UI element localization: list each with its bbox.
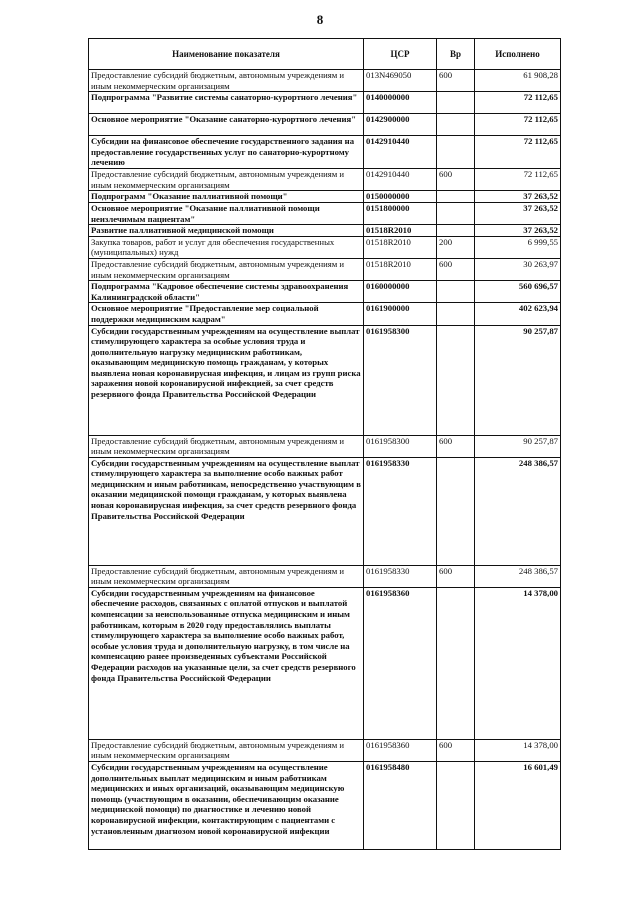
page-number: 8 xyxy=(316,12,324,27)
row-name-cell: Предоставление субсидий бюджетным, автономным учреждениям и иным некоммерческим организациям xyxy=(89,70,364,92)
row-name-cell: Основное мероприятие "Оказание паллиативной помощи неизлечимым пациентам" xyxy=(89,202,364,224)
row-name-cell: Предоставление субсидий бюджетным, автономным учреждениям и иным некоммерческим организациям xyxy=(89,565,364,587)
table-row xyxy=(89,114,561,136)
row-vr-cell xyxy=(437,92,475,114)
row-amount-cell: 248 386,57 xyxy=(475,565,561,587)
row-name-cell: Основное мероприятие "Предоставление мер социальной поддержки медицинским кадрам" xyxy=(89,303,364,325)
table-row xyxy=(89,303,561,325)
row-amount-cell: 560 696,57 xyxy=(475,281,561,303)
row-csr-cell: 0150000000 xyxy=(364,191,437,203)
row-vr-cell xyxy=(437,325,475,435)
row-csr-cell: 0161958480 xyxy=(364,762,437,850)
table-row xyxy=(89,739,561,761)
row-csr-cell: 0161958330 xyxy=(364,565,437,587)
row-vr-cell xyxy=(437,191,475,203)
header-amount: Исполнено xyxy=(475,39,561,70)
row-name-cell: Предоставление субсидий бюджетным, автономным учреждениям и иным некоммерческим организациям xyxy=(89,435,364,457)
row-amount-cell: 6 999,55 xyxy=(475,236,561,258)
row-csr-cell: 01518R2010 xyxy=(364,258,437,280)
table-row xyxy=(89,281,561,303)
row-csr-cell: 0161900000 xyxy=(364,303,437,325)
row-vr-cell xyxy=(437,114,475,136)
row-vr-cell: 600 xyxy=(437,739,475,761)
row-vr-cell: 200 xyxy=(437,236,475,258)
row-name-cell: Подпрограмма "Развитие системы санаторно-курортного лечения" xyxy=(89,92,364,114)
row-name-cell: Субсидии государственным учреждениям на осуществление дополнительных выплат медицинским и иным работникам медицинских и иных организаций, оказывающим медицинскую помощь (участвующим в оказании, обеспечивающим оказание медицинской помощи) по диагностике и лечению новой коронавирусной инфекции, контактирующим с пациентами с установленным диагнозом новой коронавирусной инфекции xyxy=(89,762,364,850)
row-vr-cell xyxy=(437,202,475,224)
row-amount-cell: 37 263,52 xyxy=(475,225,561,237)
row-name-cell: Подпрограмма "Кадровое обеспечение системы здравоохранения Калининградской области" xyxy=(89,281,364,303)
row-vr-cell xyxy=(437,303,475,325)
row-name-cell: Субсидии государственным учреждениям на осуществление выплат стимулирующего характера за особые условия труда и дополнительную нагрузку медицинским работникам, оказывающим медицинскую помощь гражданам, у которых выявлена новая коронавирусная инфекция, и лицам из групп риска заражения новой коронавирусной инфекцией, за счет средств резервного фонда Правительства Российской Федерации xyxy=(89,325,364,435)
row-amount-cell: 72 112,65 xyxy=(475,114,561,136)
row-vr-cell xyxy=(437,136,475,169)
header-vr: Вр xyxy=(437,39,475,70)
row-csr-cell: 0161958360 xyxy=(364,587,437,739)
row-amount-cell: 61 908,28 xyxy=(475,70,561,92)
row-csr-cell: 0161958360 xyxy=(364,739,437,761)
header-name: Наименование показателя xyxy=(89,39,364,70)
budget-execution-table xyxy=(88,38,561,850)
row-csr-cell: 0140000000 xyxy=(364,92,437,114)
row-name-cell: Субсидии государственным учреждениям на финансовое обеспечение расходов, связанных с оплатой отпусков и выплатой компенсации за неиспользованные отпуска медицинским и иным работникам, которым в 2020 году предоставлялись выплаты стимулирующего характера за выполнение особо важных работ, особые условия труда и дополнительную нагрузку, в том числе на компенсацию ранее произведенных субъектами Российской Федерации расходов на указанные цели, за счет средств резервного фонда Правительства Российской Федерации xyxy=(89,587,364,739)
row-csr-cell: 0142900000 xyxy=(364,114,437,136)
row-vr-cell xyxy=(437,762,475,850)
row-csr-cell: 0151800000 xyxy=(364,202,437,224)
row-csr-cell: 0142910440 xyxy=(364,136,437,169)
row-amount-cell: 72 112,65 xyxy=(475,169,561,191)
row-csr-cell: 01518R2010 xyxy=(364,236,437,258)
row-amount-cell: 402 623,94 xyxy=(475,303,561,325)
row-amount-cell: 90 257,87 xyxy=(475,325,561,435)
row-name-cell: Предоставление субсидий бюджетным, автономным учреждениям и иным некоммерческим организациям xyxy=(89,739,364,761)
row-vr-cell: 600 xyxy=(437,70,475,92)
header-csr: ЦСР xyxy=(364,39,437,70)
table-row xyxy=(89,587,561,739)
row-amount-cell: 14 378,00 xyxy=(475,739,561,761)
table-row xyxy=(89,202,561,224)
row-amount-cell: 90 257,87 xyxy=(475,435,561,457)
table-row xyxy=(89,136,561,169)
table-row xyxy=(89,565,561,587)
row-csr-cell: 0161958330 xyxy=(364,457,437,565)
row-csr-cell: 0142910440 xyxy=(364,169,437,191)
row-vr-cell xyxy=(437,457,475,565)
row-name-cell: Основное мероприятие "Оказание санаторно-курортного лечения" xyxy=(89,114,364,136)
row-vr-cell xyxy=(437,281,475,303)
row-csr-cell: 0160000000 xyxy=(364,281,437,303)
row-name-cell: Субсидии государственным учреждениям на осуществление выплат стимулирующего характера за выполнение особо важных работ медицинским и иным работникам, непосредственно участвующим в оказании медицинской помощи гражданам, у которых выявлена новая коронавирусная инфекция, за счет средств резервного фонда Правительства Российской Федерации xyxy=(89,457,364,565)
row-amount-cell: 16 601,49 xyxy=(475,762,561,850)
table-row xyxy=(89,762,561,850)
row-vr-cell: 600 xyxy=(437,435,475,457)
row-csr-cell: 0161958300 xyxy=(364,325,437,435)
table-row xyxy=(89,169,561,191)
row-csr-cell: 01518R2010 xyxy=(364,225,437,237)
row-amount-cell: 72 112,65 xyxy=(475,136,561,169)
row-name-cell: Развитие паллиативной медицинской помощи xyxy=(89,225,364,237)
row-name-cell: Предоставление субсидий бюджетным, автономным учреждениям и иным некоммерческим организациям xyxy=(89,169,364,191)
row-name-cell: Предоставление субсидий бюджетным, автономным учреждениям и иным некоммерческим организациям xyxy=(89,258,364,280)
table-row xyxy=(89,435,561,457)
row-amount-cell: 72 112,65 xyxy=(475,92,561,114)
row-amount-cell: 30 263,97 xyxy=(475,258,561,280)
row-name-cell: Субсидии на финансовое обеспечение государственного задания на предоставление государственных услуг по санаторно-курортному лечению xyxy=(89,136,364,169)
row-csr-cell: 013N469050 xyxy=(364,70,437,92)
row-amount-cell: 37 263,52 xyxy=(475,191,561,203)
row-vr-cell: 600 xyxy=(437,565,475,587)
table-row xyxy=(89,325,561,435)
row-amount-cell: 248 386,57 xyxy=(475,457,561,565)
table-row xyxy=(89,191,561,203)
row-amount-cell: 37 263,52 xyxy=(475,202,561,224)
row-vr-cell: 600 xyxy=(437,258,475,280)
table-row xyxy=(89,236,561,258)
row-vr-cell xyxy=(437,587,475,739)
table-row xyxy=(89,258,561,280)
table-header-row xyxy=(89,39,561,70)
row-csr-cell: 0161958300 xyxy=(364,435,437,457)
row-name-cell: Подпрограмм "Оказание паллиативной помощи" xyxy=(89,191,364,203)
row-vr-cell: 600 xyxy=(437,169,475,191)
row-vr-cell xyxy=(437,225,475,237)
table-row xyxy=(89,225,561,237)
row-amount-cell: 14 378,00 xyxy=(475,587,561,739)
row-name-cell: Закупка товаров, работ и услуг для обеспечения государственных (муниципальных) нужд xyxy=(89,236,364,258)
table-row xyxy=(89,92,561,114)
table-row xyxy=(89,70,561,92)
table-row xyxy=(89,457,561,565)
